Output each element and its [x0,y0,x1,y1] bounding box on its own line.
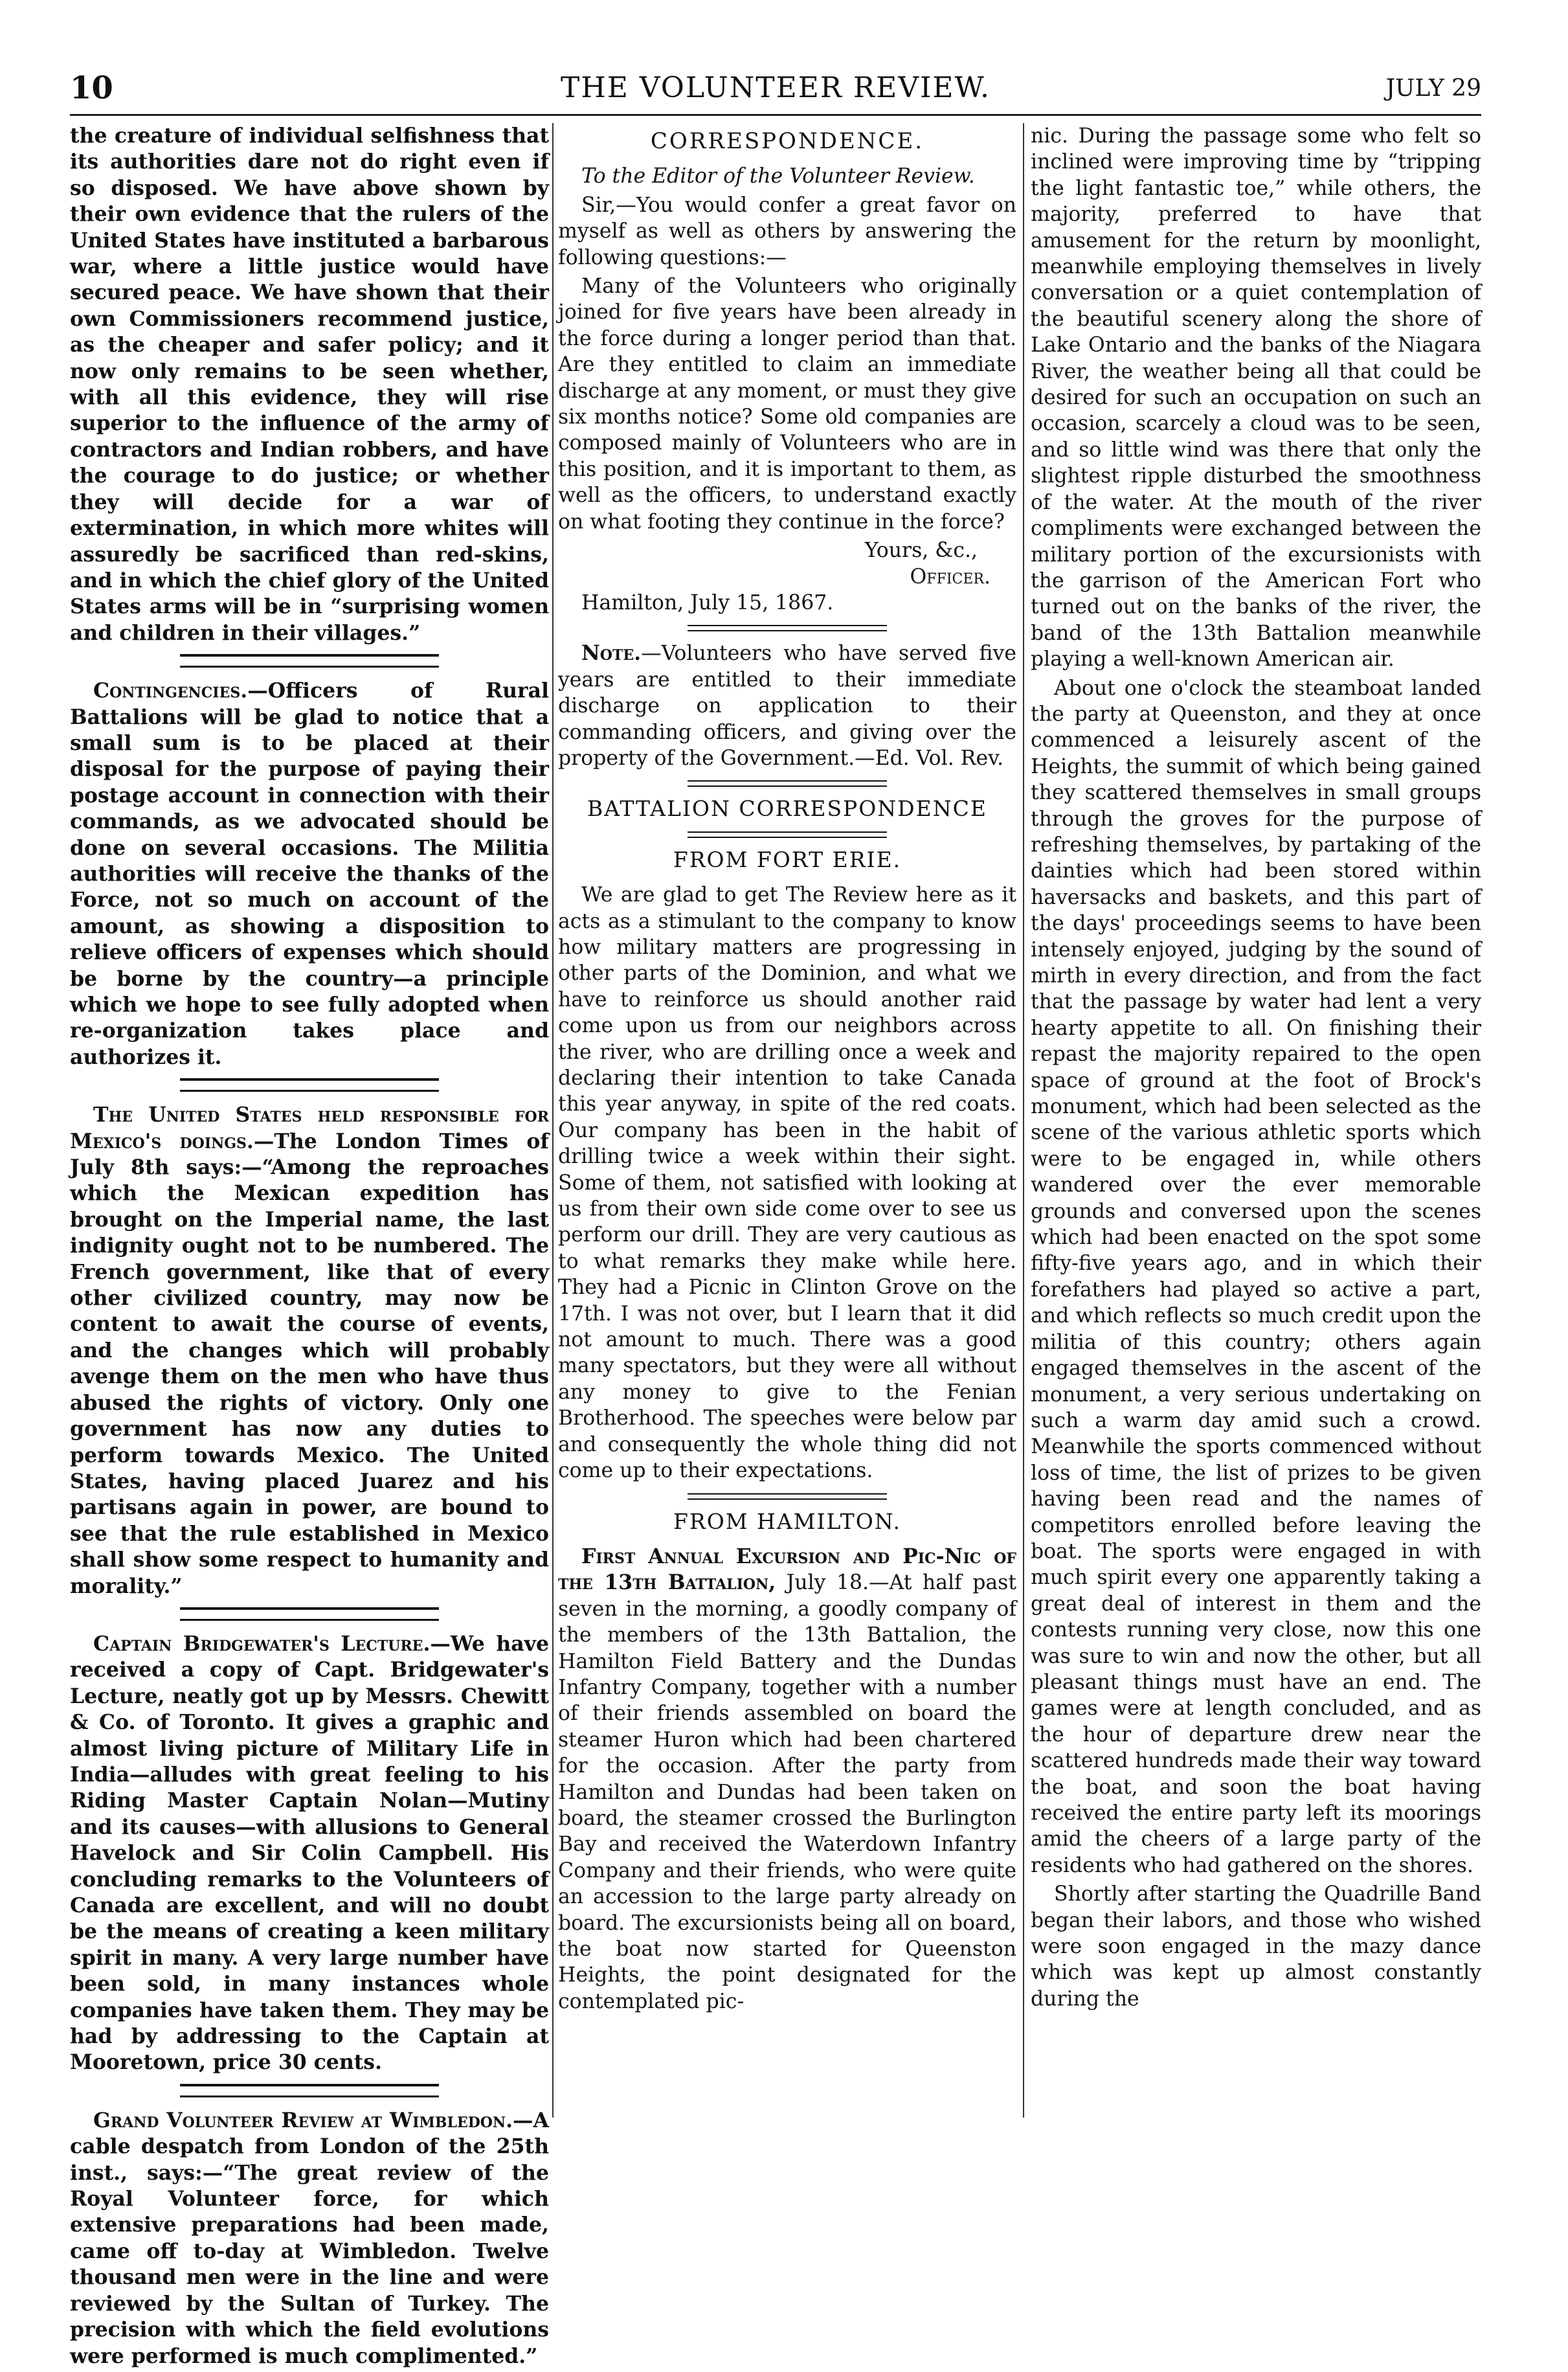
section-separator [688,625,887,631]
lecture-lead: Captain Bridgewater's Lecture. [93,1631,431,1656]
hamilton-text: July 18.—At half past seven in the morning, a goodly company of the members of the 13th Battalion, the Hamilton Field Battery and the Dundas Infantry Company, together with a number of their friends assembled on board the steamer Huron which had been chartered for the occasion. After the party from Hamilton and Dundas had been taken on board, the steamer crossed the Burlington Bay and received the Waterdown Infantry Company and their friends, who were quite an accession to the large party already on board. The excursionists being all on board, the boat now started for Queenston Heights, the point designated for the contemplated pic- [558,1571,1016,2013]
excursion-continuation: nic. During the passage some who felt so inclined were improving time by “tripping the light fantastic toe,” while others, the majority, preferred to have that amusement for the return by moonlight, meanwhile employing themselves in lively conversation or a quiet contemplation of the beautiful scenery along the shore of Lake Ontario and the banks of the Niagara River, the weather being all that could be desired for such an occupation on such an occasion, scarcely a cloud was to be seen, and so little wind was there that only the slightest ripple disturbed the smoothness of the water. At the mouth of the river compliments were exchanged between the military portion of the excursionists with the garrison of the American Fort who turned out on the banks of the river, the band of the 13th Battalion meanwhile playing a well-known American air. [1031,124,1481,672]
column-3 [1031,123,1481,2015]
hamilton-heading: FROM HAMILTON. [673,1508,902,1534]
publication-title: THE VOLUNTEER REVIEW. [560,71,991,104]
section-separator [180,1607,439,1621]
battalion-correspondence-heading: BATTALION CORRESPONDENCE [587,796,987,822]
contingencies-lead: Contingencies. [93,679,248,703]
fort-erie-heading: FROM FORT ERIE. [673,846,902,872]
section-separator [180,2084,439,2097]
excursion-paragraph: About one o'clock the steamboat landed the party at Queenston, and they at once commenced a leisurely ascent of the Heights, the summit of which being gained they scattered themselves in small groups through the groves for the purpose of refreshing themselves, by partaking of the dainties which had been stored within haversacks and baskets, and this part of the days' proceedings seems to have been intensely enjoyed, judging by the sound of mirth in every direction, and from the fact that the passage by water had lent a very hearty appetite to all. On finishing their repast the majority repaired to the open space of ground at the foot of Brock's monument, which had been selected as the scene of the various athletic sports which were to be engaged in, while others wandered over the ever memorable grounds and conversed upon the scenes which had been enacted on the spot some fifty-five years ago, and in which their forefathers had played so active a part, and which reflects so much credit upon the militia of this country; others again engaged themselves in the ascent of the monument, a very serious undertaking on such a warm day amid such a crowd. Meanwhile the sports commenced without loss of time, the list of prizes to be given having been read and the names of competitors enrolled before leaving the boat. The sports were engaged in with much spirit every one apparently taking a great deal of interest in them and the contests running very close, now this one was sure to win and now the other, but all pleasant things must have an end. The games were at length concluded, and as the hour of departure drew near the scattered hundreds made their way toward the boat, and soon the boat having received the entire party left its moorings amid the cheers of a large party of the residents who had gathered on the shores. [1031,676,1481,1877]
masthead [70,70,1481,115]
letter-salutation: To the Editor of the Volunteer Review. [581,164,975,188]
header-rule [70,114,1481,116]
wimbledon-lead: Grand Volunteer Review at Wimbledon. [93,2108,513,2132]
wimbledon-text: —A cable despatch from London of the 25th inst., says:—“The great review of the Royal Volunteer force, for which extensive preparations had been made, came off to-day at Wimbledon. Twelve thousand men were in the line and were reviewed by the Sultan of Turkey. The precision with which the field evolutions were performed is much complimented.” [70,2108,549,2368]
section-separator [180,1078,439,1092]
note-lead: Note. [581,641,642,666]
article-continuation: the creature of individual selfishness that its authorities dare not do right even if so disposed. We have above shown by their own evidence that the rulers of the United States have instituted a barbarous war, where a little justice would have secured peace. We have shown that their own Commissioners recommend justice, as the cheaper and safer policy; and it now only remains to be seen whether, with all this evidence, they will rise superior to the influence of the army of contractors and Indian robbers, and have the courage to do justice; or whether they will decide for a war of extermination, in which more whites will assuredly be sacrificed than red-skins, and in which the chief glory of the United States arms will be in “surprising women and children in their villages.” [70,124,549,645]
editor-note [558,640,1016,771]
lecture-item [70,1631,549,2076]
fort-erie-text: We are glad to get The Review here as it acts as a stimulant to the company to know how military matters are progressing in other parts of the Dominion, and what we have to reinforce us should another raid come upon us from our neighbors across the river, who are drilling once a week and declaring their intention to take Canada this year anyway, in spite of the red coats. Our company has been in the habit of drilling twice a week within their sight. Some of them, not satisfied with looking at us from their own side come over to see us perform our drill. They are very cautious as to what remarks they make while here. They had a Picnic in Clinton Grove on the 17th. I was not over, but I learn that it did not amount to much. There was a good many spectators, but they were all without any money to give to the Fenian Brotherhood. The speeches were below par and consequently the whole thing did not come up to their expectations. [558,883,1016,1483]
letter-signoff: Yours, &c., [864,539,978,563]
correspondence-heading: CORRESPONDENCE. [650,128,924,154]
letter-dateline: Hamilton, July 15, 1867. [581,591,834,615]
column-2 [558,123,1016,2017]
contingencies-item [70,678,549,1070]
section-separator [688,1493,887,1500]
section-separator [688,780,887,787]
contingencies-text: —Officers of Rural Battalions will be glad to notice that a small sum is to be placed at their disposal for the purpose of paying their postage account in connection with their commands, as we advocated should be done on several occasions. The Militia authorities will receive the thanks of the Force, not so much on account of the amount, as showing a disposition to relieve officers of expenses which should be borne by the country—a principle which we hope to see fully adopted when re-organization takes place and authorizes it. [70,679,549,1069]
column-1 [70,123,549,2372]
note-text: —Volunteers who have served five years are entitled to their immediate discharge on application to their commanding officers, and giving over the property of the Government.—Ed. Vol. Rev. [558,642,1016,770]
letter-paragraph: Many of the Volunteers who originally joined for five years have been already in the force during a longer period than that. Are they entitled to claim an immediate discharge at any moment, or must they give six months notice? Some old companies are composed mainly of Volunteers who are in this position, and it is important to them, as well as the officers, to understand exactly on what footing they continue in the force? [558,275,1016,534]
lecture-text: —We have received a copy of Capt. Bridgewater's Lecture, neatly got up by Messrs. Chewitt & Co. of Toronto. It gives a graphic and almost living picture of Military Life in India—alludes with great feeling to his Riding Master Captain Nolan—Mutiny and its causes—with allusions to General Havelock and Sir Colin Campbell. His concluding remarks to the Volunteers of Canada are excellent, and will no doubt be the means of creating a keen military spirit in many. A very large number have been sold, in many instances whole companies have taken them. They may be had by addressing to the Captain at Mooretown, price 30 cents. [70,1631,549,2075]
column-divider-2 [1023,123,1024,2118]
wimbledon-item [70,2108,549,2369]
letter-paragraph: Sir,—You would confer a great favor on myself as well as others by answering the following questions:— [558,193,1016,269]
mexico-text: —The London Times of July 8th says:—“Among the reproaches which the Mexican expedition has brought on the Imperial name, the last indignity ought not to be numbered. The French government, like that of every other civilized country, may now be content to await the course of events, and the changes which will probably avenge them on the men who have thus abused the rights of victory. Only one government has now any duties to perform towards Mexico. The United States, having placed Juarez and his partisans again in power, are bound to see that the rule established in Mexico shall show some respect to humanity and morality.” [70,1129,549,1598]
column-divider-1 [552,123,554,2118]
page-number: 10 [70,70,113,106]
letter-signature: Officer. [910,565,991,589]
section-separator [688,831,887,838]
hamilton-lead: First Annual Excursion and Pic-Nic of the 13th Battalion, [558,1544,1016,1595]
excursion-paragraph: Shortly after starting the Quadrille Band began their labors, and those who wished were soon engaged in the mazy dance which was kept up almost constantly during the [1031,1882,1481,2011]
section-separator [180,654,439,668]
mexico-lead: The United States held responsible for Mexico's doings. [70,1103,549,1153]
issue-date: JULY 29 [1385,75,1481,102]
mexico-item [70,1102,549,1599]
hamilton-item [558,1544,1016,2015]
